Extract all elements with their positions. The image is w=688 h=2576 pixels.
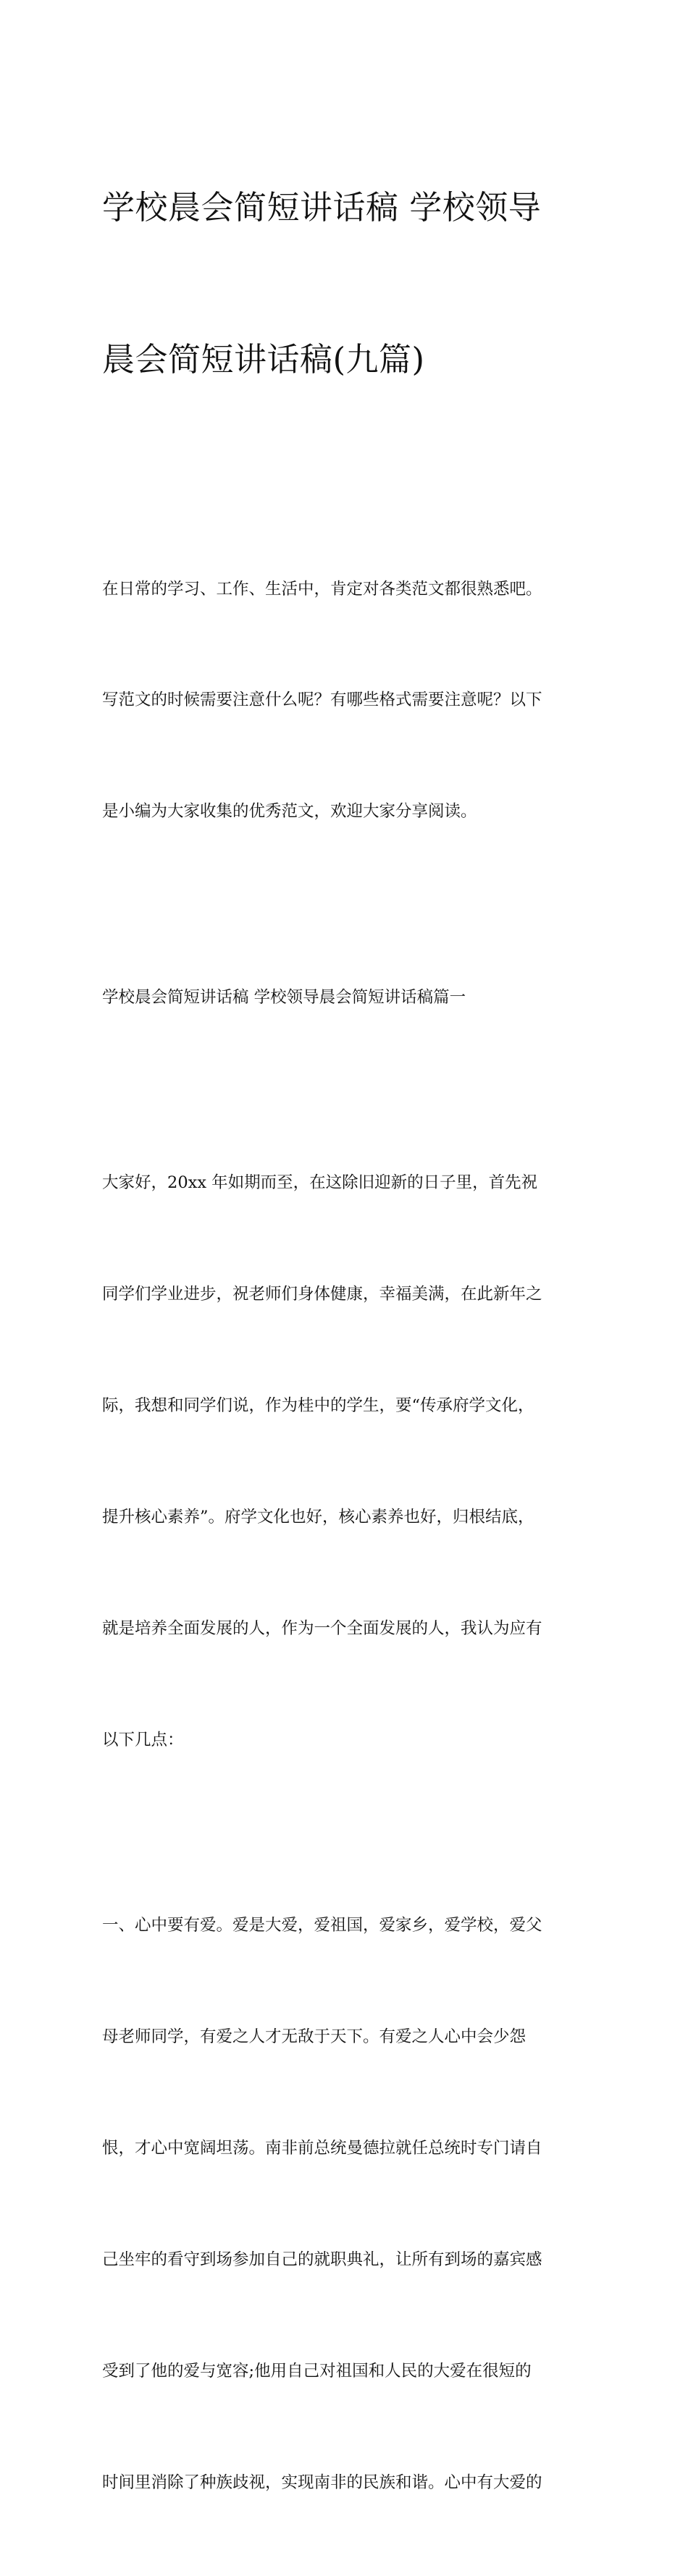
text-line: 母老师同学，有爱之人才无敌于天下。有爱之人心中会少怨 [102,2027,527,2047]
text-line: 就是培养全面发展的人，作为一个全面发展的人，我认为应有 [102,1618,542,1638]
document-content [102,81,589,2576]
greeting-paragraph [102,1091,589,1833]
text-line: 同学们学业进步，祝老师们身体健康，幸福美满，在此新年之 [102,1285,542,1304]
text-line: 学校晨会简短讲话稿 学校领导晨会简短讲话稿篇一 [102,987,466,1007]
section-heading [102,905,589,1090]
text-line: 时间里消除了种族歧视，实现南非的民族和谐。心中有大爱的 [102,2472,542,2492]
text-line: 以下几点： [102,1730,184,1749]
title-line: 学校晨会简短讲话稿 学校领导 [102,188,542,227]
text-line: 是小编为大家收集的优秀范文，欢迎大家分享阅读。 [102,802,477,822]
text-line: 己坐牢的看守到场参加自己的就职典礼，让所有到场的嘉宾感 [102,2250,542,2269]
text-line: 提升核心素养”。府学文化也好，核心素养也好，归根结底， [102,1508,534,1527]
intro-paragraph [102,497,589,905]
text-line: 一、心中要有爱。爱是大爱，爱祖国，爱家乡，爱学校，爱父 [102,1916,542,1935]
title-line: 晨会简短讲话稿(九篇) [102,340,425,379]
text-line: 受到了他的爱与宽容;他用自己对祖国和人民的大爱在很短的 [102,2361,532,2381]
text-line: 在日常的学习、工作、生活中，肯定对各类范文都很熟悉吧。 [102,579,542,599]
text-line: 大家好，20xx 年如期而至，在这除旧迎新的日子里，首先祝 [102,1173,538,1193]
text-line: 恨，才心中宽阔坦荡。南非前总统曼德拉就任总统时专门请自 [102,2139,542,2158]
document-body [102,497,589,2576]
point-one-paragraph [102,1833,589,2576]
text-line: 写范文的时候需要注意什么呢？有哪些格式需要注意呢？以下 [102,691,542,710]
text-line: 际，我想和同学们说，作为桂中的学生，要“传承府学文化， [102,1396,534,1416]
document-title [102,81,589,486]
